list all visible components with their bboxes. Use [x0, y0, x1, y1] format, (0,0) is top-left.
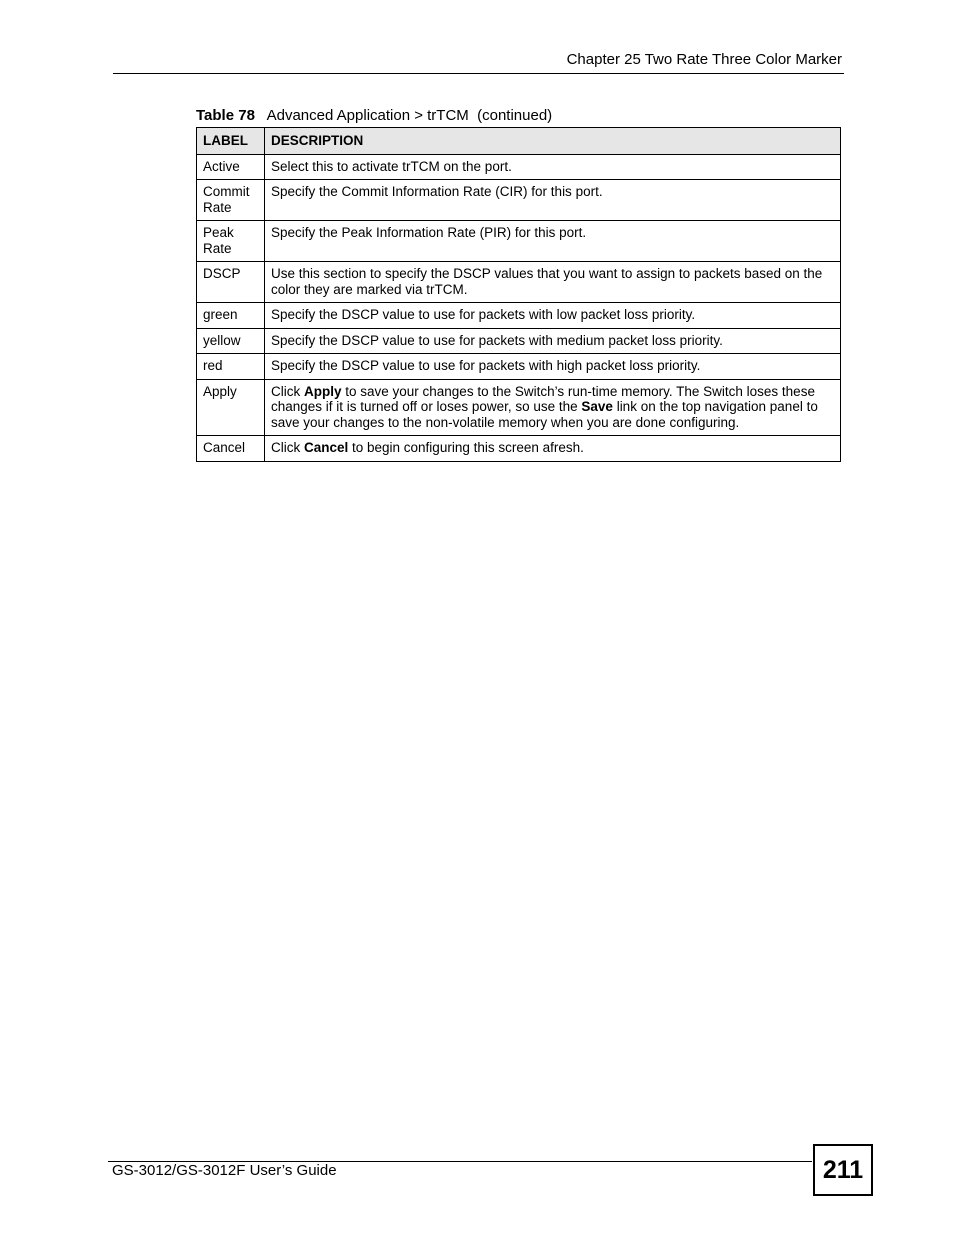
- row-description: Specify the DSCP value to use for packets with high packet loss priority.: [264, 354, 840, 380]
- description-text: to begin configuring this screen afresh.: [348, 440, 584, 455]
- page-number: 211: [813, 1144, 873, 1196]
- row-description: [264, 436, 840, 462]
- table-row: [197, 328, 841, 354]
- row-label: Apply: [197, 379, 265, 436]
- row-label: Commit Rate: [197, 180, 265, 221]
- row-label: DSCP: [197, 262, 265, 303]
- row-label: Cancel: [197, 436, 265, 462]
- description-bold-term: Cancel: [303, 440, 349, 455]
- description-bold-term: Apply: [303, 383, 342, 399]
- row-description: Specify the DSCP value to use for packets with medium packet loss priority.: [264, 328, 840, 354]
- row-label: red: [197, 354, 265, 380]
- description-text: link on the top navigation panel to save your changes to the non-volatile memory when you are done configuring.: [270, 399, 818, 430]
- table-caption-number: Table 78: [196, 107, 255, 124]
- row-description: Specify the Peak Information Rate (PIR) for this port.: [264, 221, 840, 262]
- guide-title: GS-3012/GS-3012F User’s Guide: [112, 1162, 337, 1179]
- row-label: Active: [197, 154, 265, 180]
- description-text: to save your changes to the Switch’s run-time memory. The Switch loses these changes if it is turned off or loses power, so use the: [270, 383, 815, 414]
- column-header-label: LABEL: [197, 128, 265, 155]
- table-row: [197, 303, 841, 329]
- table-row: [197, 354, 841, 380]
- column-header-description: DESCRIPTION: [264, 128, 840, 155]
- table-caption: [196, 107, 552, 125]
- description-text: Click: [270, 440, 304, 455]
- row-description: [264, 379, 840, 436]
- table-header-row: [197, 128, 841, 155]
- chapter-header: Chapter 25 Two Rate Three Color Marker: [566, 51, 842, 68]
- header-divider: [113, 73, 844, 74]
- table-row: [197, 379, 841, 436]
- table-row: [197, 436, 841, 462]
- table-row: [197, 221, 841, 262]
- description-text: Click: [270, 383, 304, 399]
- row-description: Specify the DSCP value to use for packets with low packet loss priority.: [264, 303, 840, 329]
- row-description: Use this section to specify the DSCP values that you want to assign to packets based on the color they are marked via trTCM.: [264, 262, 840, 303]
- description-bold-term: Save: [581, 399, 613, 414]
- row-label: green: [197, 303, 265, 329]
- table-row: [197, 262, 841, 303]
- row-label: yellow: [197, 328, 265, 354]
- row-description: Specify the Commit Information Rate (CIR) for this port.: [264, 180, 840, 221]
- trtcm-reference-table: [196, 127, 841, 462]
- table-caption-title: Advanced Application > trTCM (continued): [266, 107, 553, 124]
- table-row: [197, 154, 841, 180]
- table-row: [197, 180, 841, 221]
- row-description: Select this to activate trTCM on the port.: [264, 154, 840, 180]
- row-label: Peak Rate: [197, 221, 265, 262]
